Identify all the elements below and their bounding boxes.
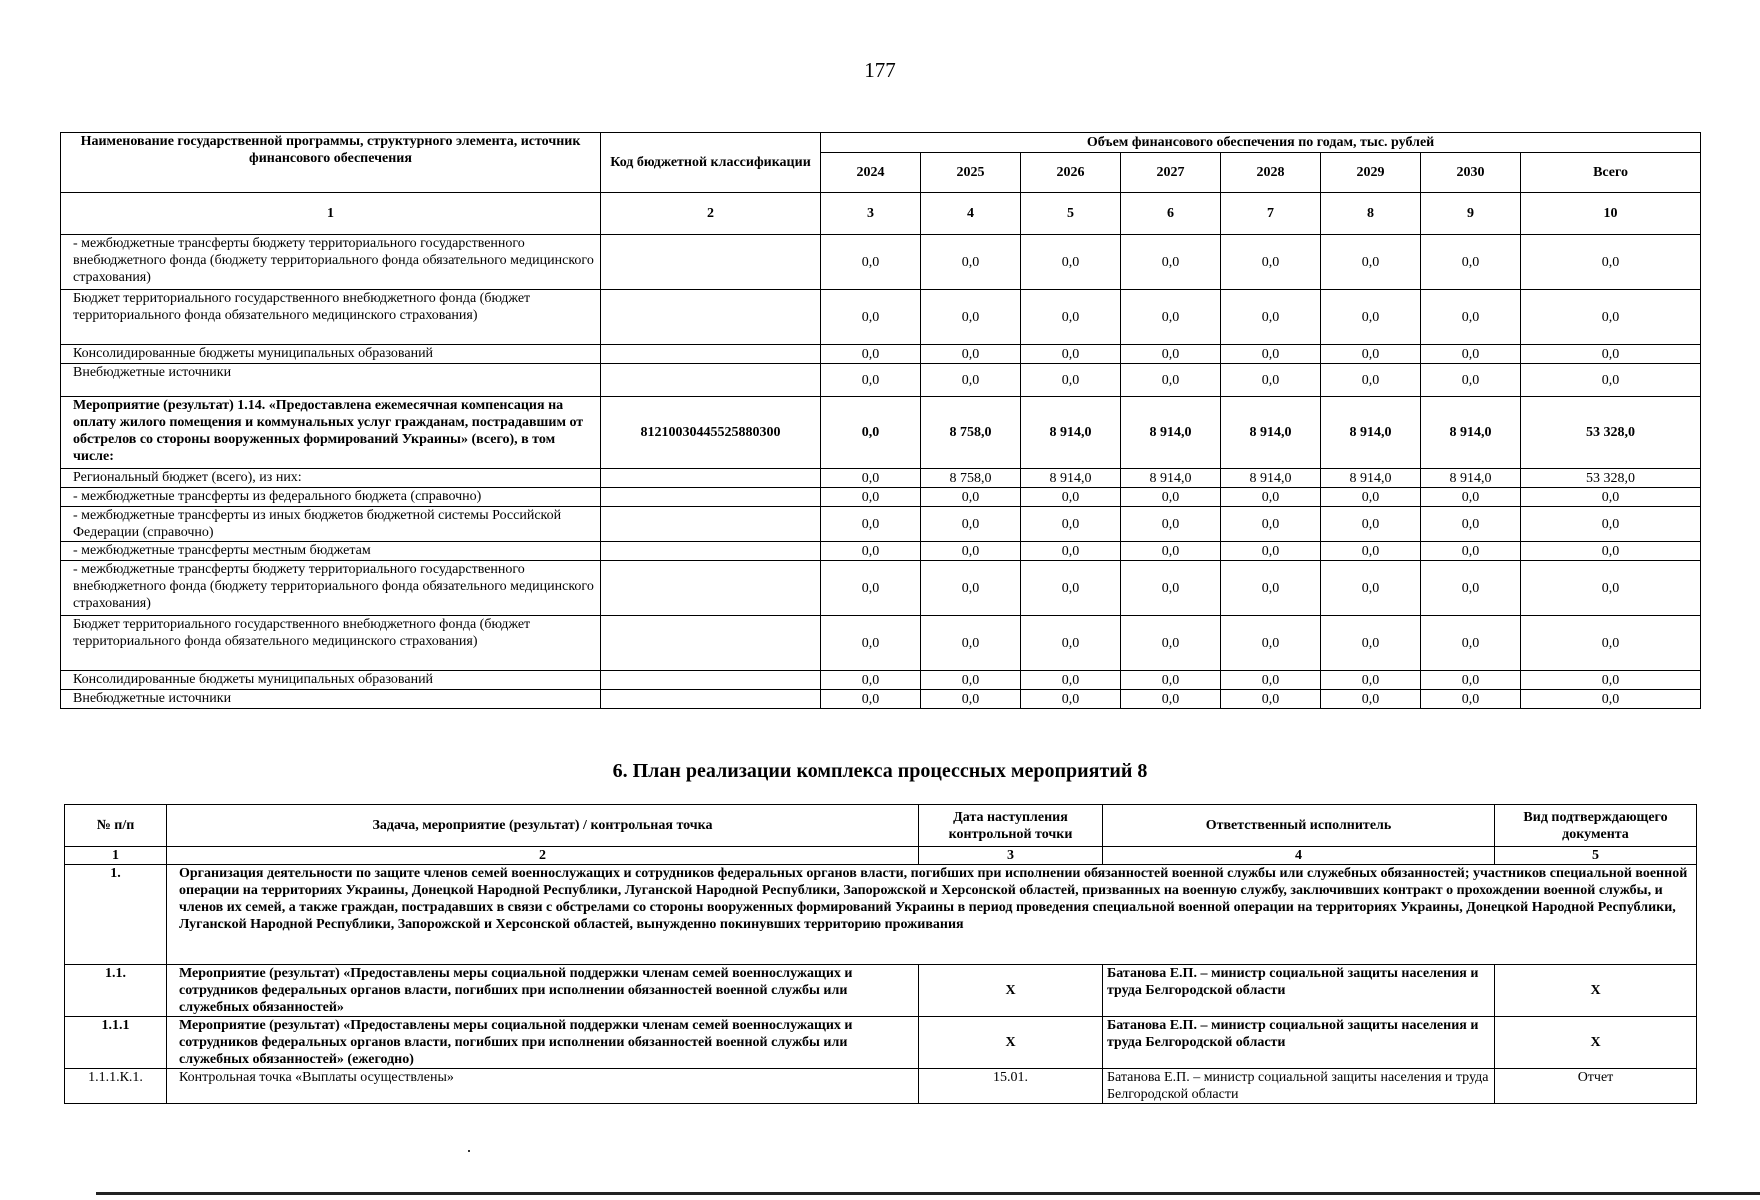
fin-row-value: 0,0 (1321, 561, 1421, 616)
fin-row-value: 8 914,0 (1421, 469, 1521, 488)
plan-row-num: 1.1.1 (65, 1017, 167, 1069)
plan-header-doc: Вид подтверждающего документа (1495, 805, 1697, 847)
fin-row-value: 0,0 (1221, 542, 1321, 561)
fin-row-value: 0,0 (1521, 345, 1701, 364)
fin-row-value: 0,0 (1421, 690, 1521, 709)
fin-row-code (601, 671, 821, 690)
fin-row-name: - межбюджетные трансферты из иных бюджетов бюджетной системы Российской Федерации (справочно) (61, 507, 601, 542)
task-row (65, 865, 1697, 965)
fin-row-value: 0,0 (1321, 542, 1421, 561)
fin-row-value: 0,0 (1121, 507, 1221, 542)
fin-row-value: 0,0 (1421, 364, 1521, 397)
fin-row (61, 542, 1701, 561)
plan-row-executor: Батанова Е.П. – министр социальной защиты населения и труда Белгородской области (1103, 965, 1495, 1017)
fin-row (61, 235, 1701, 290)
fin-row-value: 0,0 (921, 345, 1021, 364)
fin-row-value: 0,0 (1321, 290, 1421, 345)
fin-row-value: 8 914,0 (1221, 469, 1321, 488)
page-number: 177 (864, 58, 896, 82)
fin-row-value: 53 328,0 (1521, 397, 1701, 469)
plan-row-num: 1.1. (65, 965, 167, 1017)
fin-row-value: 0,0 (821, 542, 921, 561)
header-year: 2026 (1021, 153, 1121, 193)
fin-row-value: 0,0 (1021, 364, 1121, 397)
fin-row-value: 0,0 (1521, 364, 1701, 397)
index-cell: 3 (821, 193, 921, 235)
fin-row-value: 0,0 (1421, 235, 1521, 290)
index-cell: 3 (919, 847, 1103, 865)
fin-row (61, 561, 1701, 616)
fin-row-value: 0,0 (1121, 561, 1221, 616)
fin-row-value: 0,0 (1221, 290, 1321, 345)
index-cell: 1 (65, 847, 167, 865)
fin-row-name: - межбюджетные трансферты бюджету территориального государственного внебюджетного фонда (бюджету территориального фонда обязательного медицинского страхования) (61, 561, 601, 616)
header-year: 2024 (821, 153, 921, 193)
fin-row-value: 0,0 (1321, 507, 1421, 542)
header-year: 2025 (921, 153, 1021, 193)
fin-row-value: 0,0 (1221, 507, 1321, 542)
fin-row-value: 0,0 (1221, 671, 1321, 690)
fin-row-value: 8 914,0 (1021, 397, 1121, 469)
fin-row-value: 0,0 (1121, 235, 1221, 290)
fin-row-value: 0,0 (921, 561, 1021, 616)
fin-row-value: 0,0 (1321, 671, 1421, 690)
fin-row-value: 0,0 (1321, 364, 1421, 397)
fin-row (61, 671, 1701, 690)
fin-row-value: 0,0 (1521, 542, 1701, 561)
fin-row-code (601, 690, 821, 709)
index-cell: 4 (1103, 847, 1495, 865)
fin-row-value: 0,0 (1121, 542, 1221, 561)
fin-row-value: 0,0 (1221, 561, 1321, 616)
fin-row-value: 0,0 (821, 345, 921, 364)
fin-row-value: 0,0 (1121, 345, 1221, 364)
fin-row-value: 0,0 (1121, 671, 1221, 690)
fin-row-value: 0,0 (921, 290, 1021, 345)
fin-row-name: Бюджет территориального государственного внебюджетного фонда (бюджет территориального фонда обязательного медицинского страхования) (61, 616, 601, 671)
fin-row-value: 0,0 (921, 671, 1021, 690)
index-cell: 10 (1521, 193, 1701, 235)
fin-row-value: 0,0 (1021, 690, 1121, 709)
fin-row-value: 0,0 (1421, 542, 1521, 561)
plan-header-date: Дата наступления контрольной точки (919, 805, 1103, 847)
fin-row-value: 0,0 (1021, 542, 1121, 561)
header-volume: Объем финансового обеспечения по годам, тыс. рублей (821, 133, 1701, 153)
fin-row-value: 0,0 (1521, 616, 1701, 671)
fin-row-code (601, 469, 821, 488)
plan-table (64, 804, 1697, 1104)
task-text: Организация деятельности по защите членов семей военнослужащих и сотрудников федеральных органов власти, погибших при исполнении обязанностей военной службы или служебных обязанностей; участников специальной военной операции на территориях Украины, Донецкой Народной Республики, Луганской Народной Республики, Запорожской и Херсонской областей, призванных на военную службу, заключивших контракт о прохождении военной службы, и членов их семей, а также граждан, пострадавших в связи с обстрелами со стороны вооруженных формирований Украины в период проведения специальной военной операции на территориях Украины, Донецкой Народной Республики, Луганской Народной Республики, Запорожской и Херсонской областей, вынужденно покинувших территорию проживания (167, 865, 1697, 965)
fin-row-code (601, 507, 821, 542)
fin-row-value: 8 758,0 (921, 397, 1021, 469)
fin-row (61, 690, 1701, 709)
fin-row-value: 0,0 (821, 671, 921, 690)
page-bottom-line (96, 1192, 1760, 1195)
fin-row-value: 0,0 (1221, 345, 1321, 364)
fin-row-value: 0,0 (921, 507, 1021, 542)
header-code: Код бюджетной классификации (601, 133, 821, 193)
fin-row-value: 0,0 (1021, 616, 1121, 671)
plan-header-executor: Ответственный исполнитель (1103, 805, 1495, 847)
fin-row-name: Консолидированные бюджеты муниципальных образований (61, 671, 601, 690)
index-cell: 4 (921, 193, 1021, 235)
plan-row-doc: X (1495, 1017, 1697, 1069)
plan-row (65, 965, 1697, 1017)
fin-row-value: 0,0 (1221, 235, 1321, 290)
index-cell: 8 (1321, 193, 1421, 235)
fin-row-value: 0,0 (821, 290, 921, 345)
fin-row-code: 81210030445525880300 (601, 397, 821, 469)
fin-row-value: 0,0 (1021, 488, 1121, 507)
fin-row-value: 0,0 (821, 690, 921, 709)
plan-row-executor: Батанова Е.П. – министр социальной защиты населения и труда Белгородской области (1103, 1069, 1495, 1104)
plan-row-text: Мероприятие (результат) «Предоставлены меры социальной поддержки членам семей военнослужащих и сотрудников федеральных органов власти, погибших при исполнении обязанностей военной службы или служебных обязанностей» (ежегодно) (167, 1017, 919, 1069)
fin-row-name: - межбюджетные трансферты бюджету территориального государственного внебюджетного фонда (бюджету территориального фонда обязательного медицинского страхования) (61, 235, 601, 290)
fin-row-value: 0,0 (821, 561, 921, 616)
fin-row-value: 0,0 (821, 469, 921, 488)
fin-row-value: 0,0 (921, 542, 1021, 561)
fin-row (61, 364, 1701, 397)
fin-row-value: 0,0 (1221, 690, 1321, 709)
fin-row (61, 397, 1701, 469)
fin-row-value: 0,0 (1121, 488, 1221, 507)
index-cell: 7 (1221, 193, 1321, 235)
fin-row-value: 0,0 (1421, 616, 1521, 671)
task-num: 1. (65, 865, 167, 965)
index-cell: 6 (1121, 193, 1221, 235)
fin-row-value: 0,0 (821, 488, 921, 507)
fin-row-value: 8 914,0 (1321, 397, 1421, 469)
fin-row-value: 0,0 (921, 235, 1021, 290)
fin-row-code (601, 345, 821, 364)
fin-row-value: 0,0 (821, 397, 921, 469)
fin-row-value: 0,0 (1421, 345, 1521, 364)
fin-row-value: 0,0 (1221, 616, 1321, 671)
fin-row-code (601, 290, 821, 345)
fin-row-value: 8 914,0 (1321, 469, 1421, 488)
fin-row-value: 0,0 (1521, 235, 1701, 290)
fin-row-name: Внебюджетные источники (61, 364, 601, 397)
fin-row-value: 0,0 (921, 488, 1021, 507)
fin-row-name: - межбюджетные трансферты местным бюджетам (61, 542, 601, 561)
fin-row-value: 8 914,0 (1421, 397, 1521, 469)
fin-row-value: 0,0 (1421, 488, 1521, 507)
header-year: 2027 (1121, 153, 1221, 193)
plan-row-date: 15.01. (919, 1069, 1103, 1104)
fin-row-code (601, 561, 821, 616)
header-name: Наименование государственной программы, структурного элемента, источник финансового обеспечения (61, 133, 601, 193)
fin-row-value: 0,0 (1121, 690, 1221, 709)
index-cell: 9 (1421, 193, 1521, 235)
fin-row-value: 0,0 (1021, 671, 1121, 690)
fin-row-code (601, 542, 821, 561)
fin-row-value: 0,0 (1521, 488, 1701, 507)
plan-header-task: Задача, мероприятие (результат) / контрольная точка (167, 805, 919, 847)
header-year: 2030 (1421, 153, 1521, 193)
fin-row-code (601, 235, 821, 290)
section-title: 6. План реализации комплекса процессных мероприятий 8 (612, 760, 1148, 782)
plan-row-num: 1.1.1.К.1. (65, 1069, 167, 1104)
fin-row-value: 0,0 (1321, 488, 1421, 507)
fin-row-value: 0,0 (1421, 507, 1521, 542)
index-cell: 2 (167, 847, 919, 865)
fin-row-name: Консолидированные бюджеты муниципальных образований (61, 345, 601, 364)
plan-row-text: Контрольная точка «Выплаты осуществлены» (167, 1069, 919, 1104)
plan-row-date: X (919, 1017, 1103, 1069)
financing-table (60, 132, 1701, 709)
fin-row-value: 0,0 (1521, 507, 1701, 542)
fin-row-value: 8 914,0 (1021, 469, 1121, 488)
plan-row-text: Мероприятие (результат) «Предоставлены меры социальной поддержки членам семей военнослужащих и сотрудников федеральных органов власти, погибших при исполнении обязанностей военной службы или служебных обязанностей» (167, 965, 919, 1017)
fin-row-value: 0,0 (1321, 235, 1421, 290)
fin-row-name: Региональный бюджет (всего), из них: (61, 469, 601, 488)
fin-row-code (601, 488, 821, 507)
fin-row-value: 0,0 (1421, 671, 1521, 690)
scan-dot (468, 1150, 470, 1152)
index-cell: 2 (601, 193, 821, 235)
header-year: 2028 (1221, 153, 1321, 193)
fin-row-value: 0,0 (1321, 345, 1421, 364)
fin-row-value: 0,0 (1121, 290, 1221, 345)
fin-row-name: Бюджет территориального государственного внебюджетного фонда (бюджет территориального фонда обязательного медицинского страхования) (61, 290, 601, 345)
fin-row (61, 290, 1701, 345)
fin-row-value: 0,0 (921, 364, 1021, 397)
fin-row-value: 0,0 (1021, 345, 1121, 364)
fin-row (61, 616, 1701, 671)
fin-row-value: 0,0 (1421, 561, 1521, 616)
fin-row-value: 0,0 (1221, 364, 1321, 397)
fin-row-value: 0,0 (1321, 690, 1421, 709)
plan-header-num: № п/п (65, 805, 167, 847)
fin-row-value: 0,0 (921, 690, 1021, 709)
plan-row (65, 1069, 1697, 1104)
index-cell: 5 (1021, 193, 1121, 235)
fin-row (61, 507, 1701, 542)
fin-row-value: 0,0 (1021, 290, 1121, 345)
fin-row-value: 0,0 (1521, 690, 1701, 709)
header-total: Всего (1521, 153, 1701, 193)
fin-row-value: 8 914,0 (1221, 397, 1321, 469)
index-row (61, 193, 1701, 235)
header-year: 2029 (1321, 153, 1421, 193)
fin-row-name: Внебюджетные источники (61, 690, 601, 709)
fin-row-value: 8 914,0 (1121, 397, 1221, 469)
fin-row-value: 0,0 (1521, 671, 1701, 690)
fin-row-value: 0,0 (921, 616, 1021, 671)
fin-row-value: 0,0 (1121, 364, 1221, 397)
fin-row (61, 488, 1701, 507)
plan-row-doc: Отчет (1495, 1069, 1697, 1104)
fin-row-name: Мероприятие (результат) 1.14. «Предоставлена ежемесячная компенсация на оплату жилого помещения и коммунальных услуг гражданам, пострадавшим от обстрелов со стороны вооруженных формирований Украины» (всего), в том числе: (61, 397, 601, 469)
fin-row-value: 0,0 (821, 616, 921, 671)
plan-row-executor: Батанова Е.П. – министр социальной защиты населения и труда Белгородской области (1103, 1017, 1495, 1069)
fin-row-value: 0,0 (1521, 290, 1701, 345)
fin-row-value: 0,0 (1321, 616, 1421, 671)
fin-row-code (601, 616, 821, 671)
fin-row (61, 469, 1701, 488)
fin-row-value: 8 914,0 (1121, 469, 1221, 488)
fin-row-value: 0,0 (1021, 235, 1121, 290)
fin-row-value: 0,0 (821, 507, 921, 542)
fin-row-code (601, 364, 821, 397)
index-cell: 1 (61, 193, 601, 235)
plan-row-doc: X (1495, 965, 1697, 1017)
fin-row (61, 345, 1701, 364)
fin-row-value: 0,0 (821, 364, 921, 397)
fin-row-name: - межбюджетные трансферты из федерального бюджета (справочно) (61, 488, 601, 507)
fin-row-value: 0,0 (1021, 561, 1121, 616)
fin-row-value: 0,0 (821, 235, 921, 290)
fin-row-value: 0,0 (1121, 616, 1221, 671)
index-cell: 5 (1495, 847, 1697, 865)
plan-index-row (65, 847, 1697, 865)
plan-row-date: X (919, 965, 1103, 1017)
fin-row-value: 53 328,0 (1521, 469, 1701, 488)
fin-row-value: 8 758,0 (921, 469, 1021, 488)
fin-row-value: 0,0 (1021, 507, 1121, 542)
fin-row-value: 0,0 (1221, 488, 1321, 507)
plan-row (65, 1017, 1697, 1069)
fin-row-value: 0,0 (1521, 561, 1701, 616)
fin-row-value: 0,0 (1421, 290, 1521, 345)
